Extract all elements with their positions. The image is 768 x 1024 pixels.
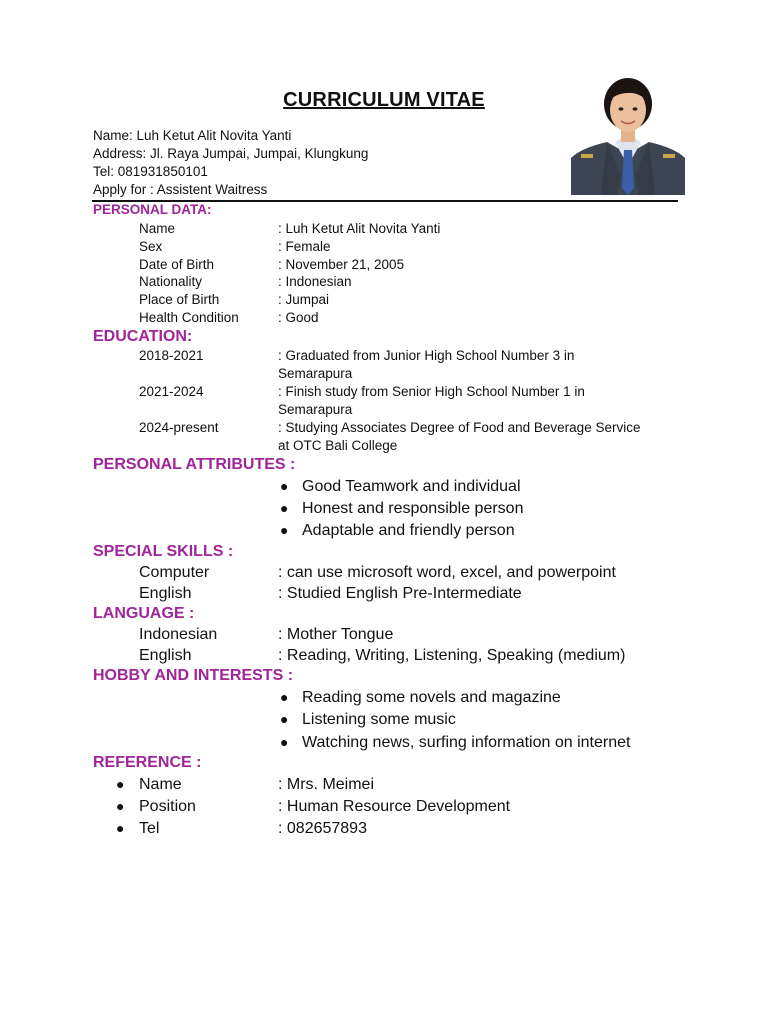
hobby-item: Watching news, surfing information on internet: [302, 734, 631, 751]
section-heading-hobby: HOBBY AND INTERESTS :: [93, 667, 294, 684]
section-heading-special-skills: SPECIAL SKILLS :: [93, 543, 234, 560]
skill-value: : Studied English Pre-Intermediate: [278, 585, 522, 602]
section-heading-education: EDUCATION:: [93, 328, 193, 345]
page-title: CURRICULUM VITAE: [283, 89, 485, 111]
portrait-illustration: [571, 76, 685, 195]
education-detail: : Finish study from Senior High School Number 1 in: [278, 384, 585, 399]
education-years: 2021-2024: [139, 384, 204, 399]
skill-label: Computer: [139, 564, 210, 581]
skill-label: English: [139, 585, 192, 602]
education-detail: : Graduated from Junior High School Number 3 in: [278, 348, 575, 363]
language-value: : Reading, Writing, Listening, Speaking (medium): [278, 647, 626, 664]
header-address: Address: Jl. Raya Jumpai, Jumpai, Klungkung: [93, 146, 369, 161]
personal-data-value: : Indonesian: [278, 274, 352, 289]
personal-data-value: : Good: [278, 310, 319, 325]
header-name: Name: Luh Ketut Alit Novita Yanti: [93, 128, 292, 143]
header-apply: Apply for : Assistent Waitress: [93, 182, 268, 197]
attribute-item: Adaptable and friendly person: [302, 522, 515, 539]
section-heading-personal-attributes: PERSONAL ATTRIBUTES :: [93, 456, 296, 473]
bullet-icon: ●: [116, 798, 125, 814]
reference-value: : 082657893: [278, 820, 367, 837]
personal-data-value: : Luh Ketut Alit Novita Yanti: [278, 221, 441, 236]
header-tel: Tel: 081931850101: [93, 164, 208, 179]
personal-data-value: : Jumpai: [278, 292, 330, 307]
reference-label: Name: [139, 776, 182, 793]
bullet-icon: ●: [116, 820, 125, 836]
language-value: : Mother Tongue: [278, 626, 394, 643]
section-heading-language: LANGUAGE :: [93, 605, 195, 622]
personal-data-label: Nationality: [139, 274, 203, 289]
bullet-icon: ●: [280, 689, 289, 705]
attribute-item: Honest and responsible person: [302, 500, 524, 517]
bullet-icon: ●: [116, 776, 125, 792]
skill-value: : can use microsoft word, excel, and powerpoint: [278, 564, 616, 581]
bullet-icon: ●: [280, 500, 289, 516]
attribute-item: Good Teamwork and individual: [302, 478, 521, 495]
education-detail-cont: Semarapura: [278, 366, 353, 381]
education-detail-cont: at OTC Bali College: [278, 438, 398, 453]
bullet-icon: ●: [280, 711, 289, 727]
hobby-item: Reading some novels and magazine: [302, 689, 561, 706]
reference-value: : Human Resource Development: [278, 798, 511, 815]
reference-value: : Mrs. Meimei: [278, 776, 374, 793]
personal-data-label: Sex: [139, 239, 163, 254]
personal-data-label: Date of Birth: [139, 257, 215, 272]
personal-data-value: : November 21, 2005: [278, 257, 405, 272]
personal-data-value: : Female: [278, 239, 331, 254]
hobby-item: Listening some music: [302, 711, 456, 728]
section-heading-personal-data: PERSONAL DATA:: [93, 202, 212, 217]
language-label: English: [139, 647, 192, 664]
reference-label: Tel: [139, 820, 160, 837]
reference-label: Position: [139, 798, 196, 815]
portrait-photo: [571, 76, 685, 195]
personal-data-label: Name: [139, 221, 176, 236]
bullet-icon: ●: [280, 478, 289, 494]
personal-data-label: Health Condition: [139, 310, 239, 325]
bullet-icon: ●: [280, 522, 289, 538]
education-years: 2018-2021: [139, 348, 204, 363]
education-years: 2024-present: [139, 420, 219, 435]
section-heading-reference: REFERENCE :: [93, 754, 202, 771]
education-detail-cont: Semarapura: [278, 402, 353, 417]
personal-data-label: Place of Birth: [139, 292, 220, 307]
bullet-icon: ●: [280, 734, 289, 750]
education-detail: : Studying Associates Degree of Food and Beverage Service: [278, 420, 641, 435]
language-label: Indonesian: [139, 626, 218, 643]
